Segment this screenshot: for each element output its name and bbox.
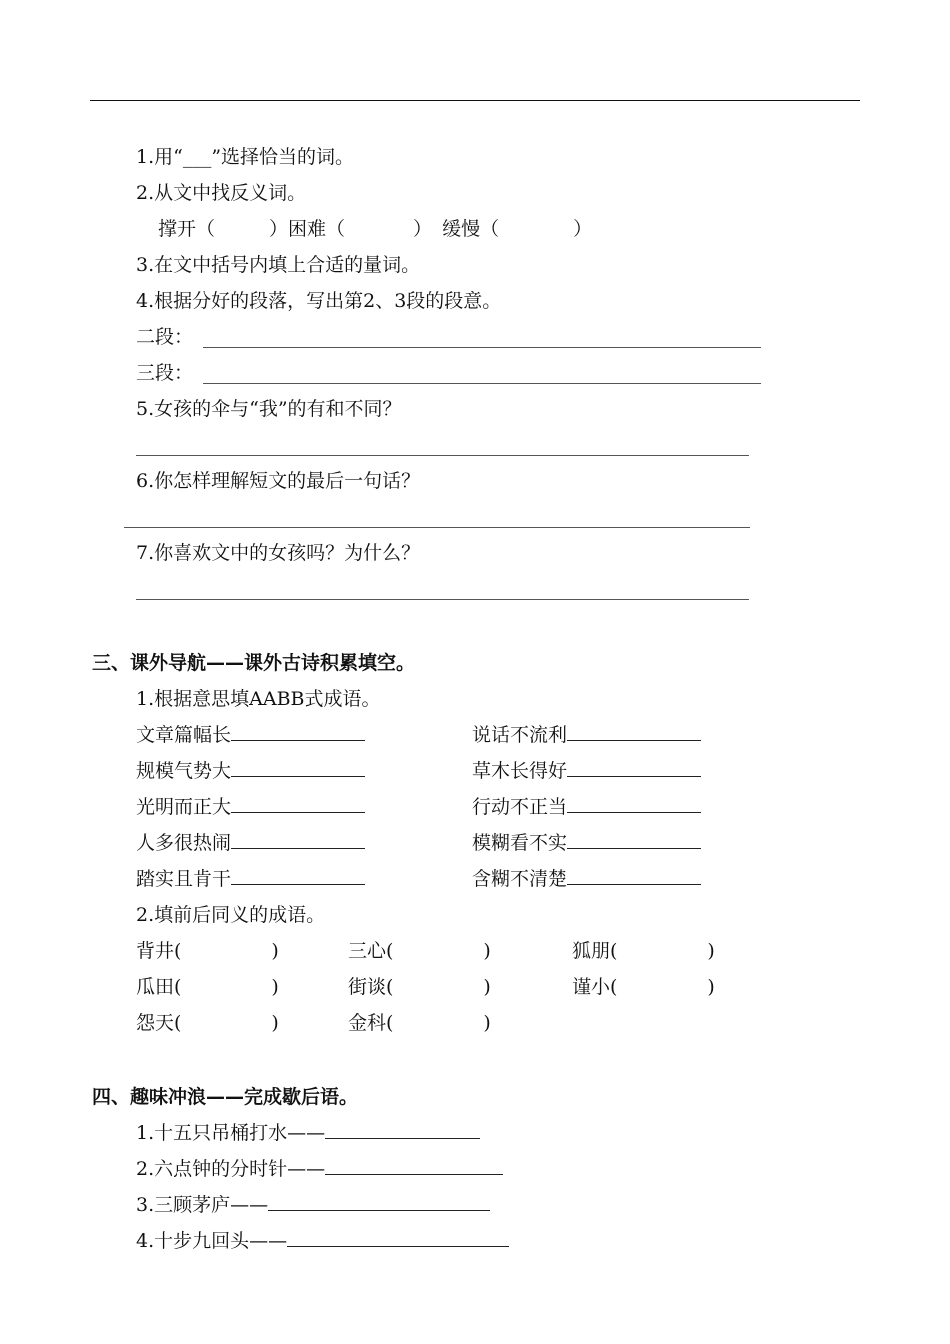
idiom-blank[interactable] (567, 866, 701, 885)
idiom-left-3: 光明而正大 (136, 794, 365, 820)
question-4: 4.根据分好的段落，写出第2、3段的段意。 (136, 290, 502, 312)
riddle-blank[interactable] (287, 1228, 509, 1247)
para2-answer-line[interactable] (203, 347, 761, 348)
idiom-blank[interactable] (567, 794, 701, 813)
riddle-blank[interactable] (325, 1156, 503, 1175)
question-3: 3.在文中括号内填上合适的量词。 (136, 254, 421, 276)
synonym-item[interactable]: 谨小( ) (572, 976, 715, 998)
synonym-item[interactable]: 瓜田( ) (136, 976, 279, 998)
synonym-item[interactable]: 金科( ) (348, 1012, 491, 1034)
riddle-item-3: 3.三顾茅庐—— (136, 1192, 490, 1218)
para3-answer-line[interactable] (203, 383, 761, 384)
idiom-right-1: 说话不流利 (472, 722, 701, 748)
section3-question-2: 2.填前后同义的成语。 (136, 904, 326, 926)
question-1: 1.用“___”选择恰当的词。 (136, 146, 355, 168)
idiom-blank[interactable] (231, 794, 365, 813)
idiom-right-4: 模糊看不实 (472, 830, 701, 856)
riddle-item-2: 2.六点钟的分时针—— (136, 1156, 503, 1182)
idiom-right-2: 草木长得好 (472, 758, 701, 784)
idiom-left-1: 文章篇幅长 (136, 722, 365, 748)
idiom-blank[interactable] (567, 722, 701, 741)
section4-heading: 四、趣味冲浪——完成歇后语。 (92, 1086, 359, 1108)
idiom-blank[interactable] (231, 722, 365, 741)
idiom-left-2: 规模气势大 (136, 758, 365, 784)
question-6: 6.你怎样理解短文的最后一句话？ (136, 470, 421, 492)
idiom-blank[interactable] (567, 758, 701, 777)
synonym-item[interactable]: 背井( ) (136, 940, 279, 962)
antonym-item: 困难（ ） (288, 218, 433, 240)
synonym-item[interactable]: 三心( ) (348, 940, 491, 962)
antonym-row (158, 216, 592, 242)
riddle-item-1: 1.十五只吊桶打水—— (136, 1120, 480, 1146)
riddle-item-4: 4.十步九回头—— (136, 1228, 509, 1254)
idiom-blank[interactable] (231, 830, 365, 849)
section3-heading: 三、课外导航——课外古诗积累填空。 (92, 652, 416, 674)
section3-question-1: 1.根据意思填AABB式成语。 (136, 688, 381, 710)
riddle-blank[interactable] (268, 1192, 490, 1211)
antonym-item: 缓慢（ ） (442, 218, 593, 240)
idiom-right-3: 行动不正当 (472, 794, 701, 820)
idiom-blank[interactable] (231, 866, 365, 885)
question-7: 7.你喜欢文中的女孩吗？为什么？ (136, 542, 421, 564)
q5-answer-line[interactable] (136, 455, 749, 456)
idiom-blank[interactable] (567, 830, 701, 849)
synonym-item[interactable]: 狐朋( ) (572, 940, 715, 962)
idiom-left-4: 人多很热闹 (136, 830, 365, 856)
q7-answer-line[interactable] (136, 599, 749, 600)
idiom-blank[interactable] (231, 758, 365, 777)
header-rule (90, 100, 860, 101)
riddle-blank[interactable] (325, 1120, 480, 1139)
synonym-item[interactable]: 怨天( ) (136, 1012, 279, 1034)
idiom-right-5: 含糊不清楚 (472, 866, 701, 892)
para2-label: 二段： (136, 326, 194, 348)
question-2: 2.从文中找反义词。 (136, 182, 307, 204)
idiom-left-5: 踏实且肯干 (136, 866, 365, 892)
antonym-item: 撑开（ ） (158, 218, 289, 240)
synonym-item[interactable]: 街谈( ) (348, 976, 491, 998)
question-5: 5.女孩的伞与“我”的有和不同？ (136, 398, 402, 420)
q6-answer-line[interactable] (124, 527, 750, 528)
para3-label: 三段： (136, 362, 194, 384)
